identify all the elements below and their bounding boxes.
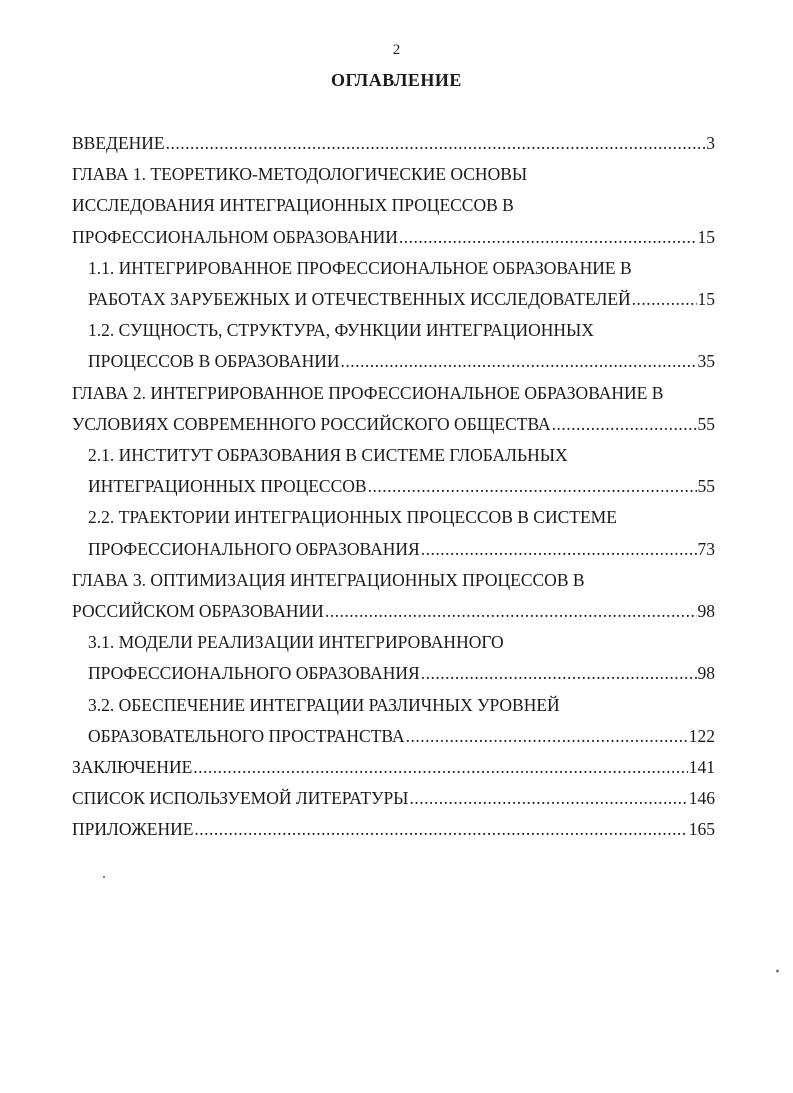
toc-entry[interactable]	[72, 814, 715, 845]
toc-entry-leader-line	[88, 721, 715, 752]
toc-page-number: 73	[697, 538, 715, 559]
scan-speck	[103, 876, 105, 878]
toc-page-number: 15	[697, 226, 715, 247]
toc-entry-leader-line	[88, 658, 715, 689]
toc-entry-title: ПРИЛОЖЕНИЕ	[72, 819, 194, 840]
toc-entry-leader-line	[72, 409, 715, 440]
toc-entry[interactable]	[72, 159, 715, 253]
toc-entry[interactable]	[72, 783, 715, 814]
toc-entry-text-line: ГЛАВА 2. ИНТЕГРИРОВАННОЕ ПРОФЕССИОНАЛЬНОЕ ОБРАЗОВАНИЕ В	[72, 382, 664, 403]
toc-entry-text-line: 2.1. ИНСТИТУТ ОБРАЗОВАНИЯ В СИСТЕМЕ ГЛОБАЛЬНЫХ	[88, 445, 568, 466]
dot-leader	[406, 721, 688, 752]
toc-entry-leader-line	[88, 471, 715, 502]
dot-leader	[409, 783, 687, 814]
toc-entry-text-line: ГЛАВА 1. ТЕОРЕТИКО-МЕТОДОЛОГИЧЕСКИЕ ОСНОВЫ	[72, 164, 528, 185]
toc-page-number: 55	[697, 413, 715, 434]
toc-entry-leader-line	[72, 783, 715, 814]
toc-entry-title: ПРОФЕССИОНАЛЬНОМ ОБРАЗОВАНИИ	[72, 226, 398, 247]
toc-subsection[interactable]	[72, 627, 715, 689]
toc-entry-leader-line	[72, 814, 715, 845]
toc-subsection[interactable]	[72, 440, 715, 502]
toc-entry-title: ВВЕДЕНИЕ	[72, 133, 165, 153]
toc-entry-title: ИНТЕГРАЦИОННЫХ ПРОЦЕССОВ	[88, 476, 367, 497]
toc-page-number: 98	[697, 663, 715, 684]
toc-page-number: 55	[697, 476, 715, 497]
toc-entry-title: ПРОФЕССИОНАЛЬНОГО ОБРАЗОВАНИЯ	[88, 663, 420, 684]
toc-entry-text-line: ГЛАВА 3. ОПТИМИЗАЦИЯ ИНТЕГРАЦИОННЫХ ПРОЦЕССОВ В	[72, 569, 585, 590]
toc-entry[interactable]	[72, 128, 715, 159]
scan-speck	[776, 969, 780, 972]
toc-entry[interactable]	[72, 378, 715, 440]
toc-entry-leader-line	[88, 284, 715, 315]
toc-entry-title: РАБОТАХ ЗАРУБЕЖНЫХ И ОТЕЧЕСТВЕННЫХ ИССЛЕДОВАТЕЛЕЙ	[88, 289, 631, 310]
toc-page-number: 146	[688, 788, 715, 809]
toc-entry-text-line: 1.2. СУЩНОСТЬ, СТРУКТУРА, ФУНКЦИИ ИНТЕГРАЦИОННЫХ	[88, 320, 594, 341]
toc-entry-title: РОССИЙСКОМ ОБРАЗОВАНИИ	[72, 601, 324, 622]
toc-page-number: 3	[706, 133, 715, 153]
toc-page-number: 15	[697, 289, 715, 310]
toc-page-number: 35	[697, 351, 715, 372]
dot-leader	[368, 471, 697, 502]
toc-entry-leader-line	[72, 752, 715, 783]
toc-page-number: 165	[688, 819, 715, 840]
toc-subsection[interactable]	[72, 253, 715, 315]
dot-leader	[193, 752, 687, 783]
toc-page-number: 141	[688, 757, 715, 778]
dot-leader	[341, 346, 697, 377]
toc-entry-text-line: 2.2. ТРАЕКТОРИИ ИНТЕГРАЦИОННЫХ ПРОЦЕССОВ В СИСТЕМЕ	[88, 507, 617, 528]
toc-entry-title: ПРОЦЕССОВ В ОБРАЗОВАНИИ	[88, 351, 340, 372]
toc-entry-leader-line	[72, 596, 715, 627]
toc-entry-leader-line	[72, 222, 715, 253]
toc-page-number: 122	[688, 725, 715, 746]
dot-leader	[632, 284, 697, 315]
dot-leader	[194, 814, 687, 845]
toc-entry-leader-line	[88, 534, 715, 565]
table-of-contents	[72, 128, 715, 846]
toc-subsection[interactable]	[72, 502, 715, 564]
toc-entry-title: ЗАКЛЮЧЕНИЕ	[72, 757, 193, 778]
dot-leader	[552, 409, 697, 440]
dot-leader	[325, 596, 697, 627]
toc-page-number: 98	[697, 601, 715, 622]
toc-entry-title: УСЛОВИЯХ СОВРЕМЕННОГО РОССИЙСКОГО ОБЩЕСТВА	[72, 413, 551, 434]
toc-entry-title: СПИСОК ИСПОЛЬЗУЕМОЙ ЛИТЕРАТУРЫ	[72, 788, 409, 809]
toc-title: ОГЛАВЛЕНИЕ	[331, 70, 462, 90]
toc-subsection[interactable]	[72, 315, 715, 377]
page-number: 2	[392, 42, 401, 58]
dot-leader	[399, 222, 697, 253]
toc-subsection[interactable]	[72, 690, 715, 752]
toc-entry-text-line: 3.1. МОДЕЛИ РЕАЛИЗАЦИИ ИНТЕГРИРОВАННОГО	[88, 632, 504, 653]
toc-entry-leader-line	[72, 128, 715, 159]
toc-entry-text-line: ИССЛЕДОВАНИЯ ИНТЕГРАЦИОННЫХ ПРОЦЕССОВ В	[72, 195, 514, 216]
toc-entry[interactable]	[72, 752, 715, 783]
toc-entry-leader-line	[88, 346, 715, 377]
toc-entry-title: ПРОФЕССИОНАЛЬНОГО ОБРАЗОВАНИЯ	[88, 538, 420, 559]
toc-entry-title: ОБРАЗОВАТЕЛЬНОГО ПРОСТРАНСТВА	[88, 725, 405, 746]
toc-entry[interactable]	[72, 565, 715, 627]
dot-leader	[421, 658, 697, 689]
dot-leader	[166, 128, 706, 159]
toc-entry-text-line: 1.1. ИНТЕГРИРОВАННОЕ ПРОФЕССИОНАЛЬНОЕ ОБРАЗОВАНИЕ В	[88, 257, 632, 278]
dot-leader	[421, 534, 697, 565]
toc-entry-text-line: 3.2. ОБЕСПЕЧЕНИЕ ИНТЕГРАЦИИ РАЗЛИЧНЫХ УРОВНЕЙ	[88, 694, 560, 715]
